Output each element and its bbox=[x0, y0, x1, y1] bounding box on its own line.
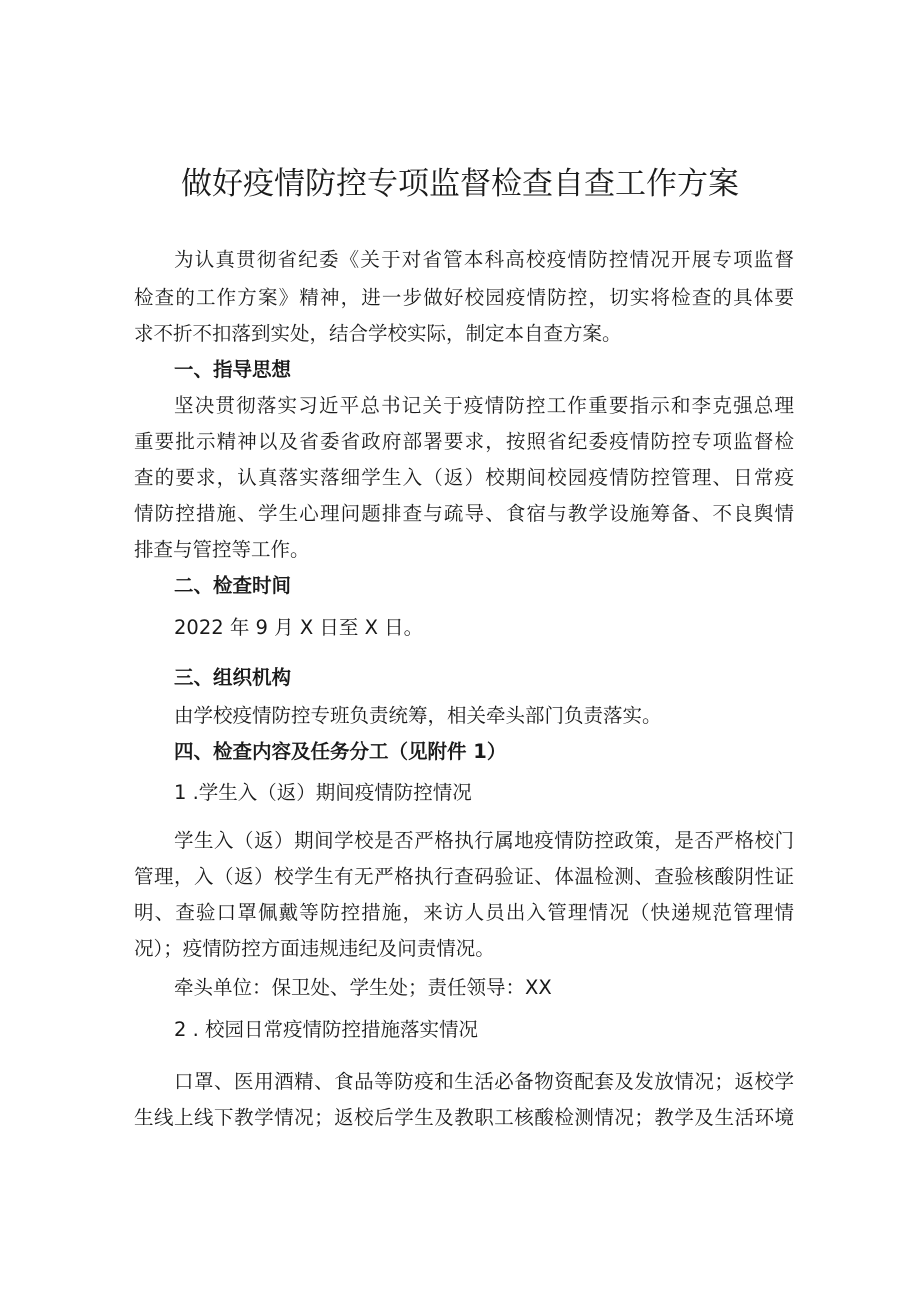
section-heading: 一、指导思想 bbox=[174, 358, 292, 381]
item1-heading: 1 .学生入（返）期间疫情防控情况 bbox=[174, 781, 472, 804]
section-heading: 二、检查时间 bbox=[174, 574, 292, 597]
intro-line: 求不折不扣落到实处，结合学校实际，制定本自查方案。 bbox=[134, 322, 622, 345]
item2-heading: 2 . 校园日常疫情防控措施落实情况 bbox=[174, 1018, 479, 1041]
section-heading: 三、组织机构 bbox=[174, 666, 292, 689]
section1-line: 坚决贯彻落实习近平总书记关于疫情防控工作重要指示和李克强总理 bbox=[174, 394, 794, 417]
section1-line: 重要批示精神以及省委省政府部署要求，按照省纪委疫情防控专项监督检 bbox=[134, 430, 794, 453]
item1-line: 况）；疫情防控方面违规违纪及问责情况。 bbox=[134, 937, 495, 960]
item1-line: 管理，入（返）校学生有无严格执行查码验证、体温检测、查验核酸阴性证 bbox=[134, 865, 794, 888]
section1-line: 查的要求，认真落实落细学生入（返）校期间校园疫情防控管理、日常疫 bbox=[134, 466, 794, 489]
section2-body: 2022 年 9 月 X 日至 X 日。 bbox=[174, 616, 424, 639]
intro-line: 为认真贯彻省纪委《关于对省管本科高校疫情防控情况开展专项监督 bbox=[174, 248, 794, 271]
section-heading: 四、检查内容及任务分工（见附件 1） bbox=[174, 740, 507, 763]
section1-line: 排查与管控等工作。 bbox=[134, 538, 310, 561]
item1-line: 明、查验口罩佩戴等防控措施，来访人员出入管理情况（快递规范管理情 bbox=[134, 901, 794, 924]
item2-line: 口罩、医用酒精、食品等防疫和生活必备物资配套及发放情况；返校学 bbox=[174, 1070, 794, 1093]
item1-lead: 牵头单位：保卫处、学生处；责任领导：XX bbox=[174, 976, 552, 999]
item1-line: 学生入（返）期间学校是否严格执行属地疫情防控政策，是否严格校门 bbox=[174, 829, 794, 852]
intro-line: 检查的工作方案》精神，进一步做好校园疫情防控，切实将检查的具体要 bbox=[134, 286, 794, 309]
section1-line: 情防控措施、学生心理问题排查与疏导、食宿与教学设施筹备、不良舆情 bbox=[134, 502, 794, 525]
document-title: 做好疫情防控专项监督检查自查工作方案 bbox=[181, 166, 739, 202]
item2-line: 生线上线下教学情况；返校后学生及教职工核酸检测情况；教学及生活环境 bbox=[134, 1106, 794, 1129]
section3-body: 由学校疫情防控专班负责统筹，相关牵头部门负责落实。 bbox=[174, 704, 662, 727]
